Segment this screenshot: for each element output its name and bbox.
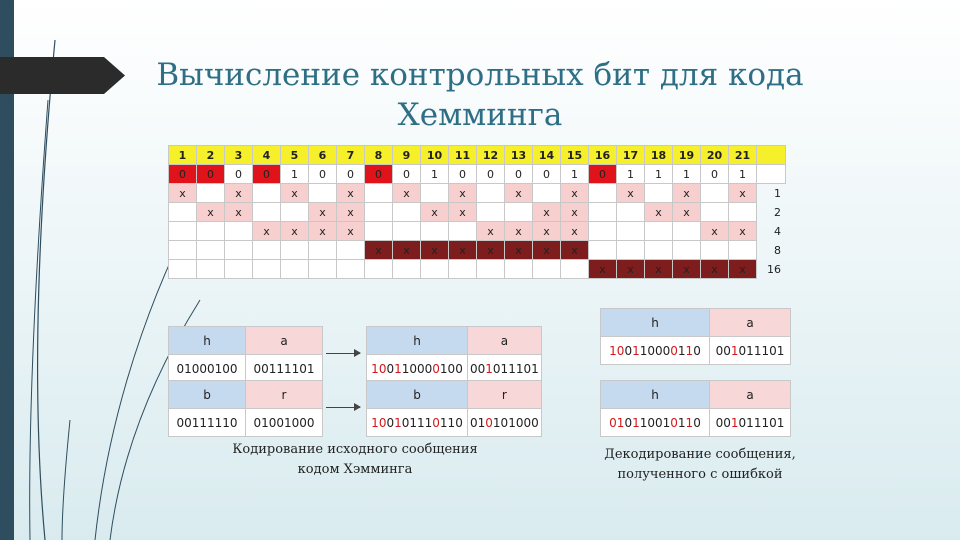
grid-bit-cell: 0 xyxy=(589,165,617,184)
bit-segment: 011101 xyxy=(738,343,785,358)
table-value-row xyxy=(601,337,791,365)
grid-parity-cell xyxy=(421,222,449,241)
grid-parity-cell: x xyxy=(729,184,757,203)
bit-segment: 00 xyxy=(715,343,731,358)
value-left xyxy=(367,355,468,383)
value-right xyxy=(468,409,542,437)
grid-parity-cell xyxy=(337,260,365,279)
bit-segment: 0 xyxy=(616,343,625,358)
bit-segment: 110 xyxy=(439,415,463,430)
grid-empty-cell xyxy=(757,165,786,184)
grid-parity-cell xyxy=(701,184,729,203)
grid-parity-label: 16 xyxy=(767,262,781,276)
grid-parity-label: 4 xyxy=(774,224,781,238)
grid-parity-cell xyxy=(365,203,393,222)
grid-parity-cell: x xyxy=(561,222,589,241)
grid-empty-cell xyxy=(757,146,786,165)
value-left xyxy=(601,409,710,437)
bit-segment: 0 xyxy=(670,343,678,358)
grid-parity-cell xyxy=(449,260,477,279)
grid-parity-cell xyxy=(393,222,421,241)
grid-bit-cell: 0 xyxy=(533,165,561,184)
encode-source-b-r-table xyxy=(168,380,323,437)
bit-segment: 0 xyxy=(624,415,633,430)
grid-parity-label: 8 xyxy=(774,243,781,257)
title-arrow-tab xyxy=(0,57,125,94)
grid-bit-cell: 0 xyxy=(505,165,533,184)
bit-segment: 1 xyxy=(730,415,739,430)
grid-position-cell: 9 xyxy=(393,146,421,165)
header-left: b xyxy=(169,381,246,409)
table-header-row xyxy=(169,327,323,355)
grid-parity-cell xyxy=(253,184,281,203)
bit-segment: 1 xyxy=(632,415,640,430)
grid-position-cell: 11 xyxy=(449,146,477,165)
header-right: a xyxy=(246,327,323,355)
decode-caption xyxy=(580,445,820,485)
grid-parity-cell xyxy=(337,241,365,260)
grid-parity-cell xyxy=(225,260,253,279)
grid-bit-cell: 0 xyxy=(197,165,225,184)
header-left: b xyxy=(367,381,468,409)
grid-parity-cell xyxy=(561,260,589,279)
grid-parity-cell xyxy=(393,203,421,222)
grid-parity-label: 1 xyxy=(774,186,781,200)
bit-segment: 1 xyxy=(685,415,694,430)
grid-bit-cell: 0 xyxy=(701,165,729,184)
grid-parity-cell: x xyxy=(505,222,533,241)
bit-segment: 1 xyxy=(394,415,402,430)
grid-parity-cell xyxy=(365,222,393,241)
grid-parity-cell xyxy=(701,203,729,222)
grid-parity-cell xyxy=(477,260,505,279)
encode-arrow-top xyxy=(326,353,360,354)
grid-parity-cell xyxy=(253,241,281,260)
grid-header-row xyxy=(169,146,786,165)
header-right: a xyxy=(710,381,791,409)
table-value-row xyxy=(367,355,542,383)
grid-position-cell: 7 xyxy=(337,146,365,165)
grid-parity-cell: x xyxy=(281,184,309,203)
grid-parity-row xyxy=(169,222,786,241)
grid-parity-cell: x xyxy=(505,241,533,260)
bit-segment: 1 xyxy=(685,343,694,358)
grid-parity-cell: x xyxy=(225,203,253,222)
grid-parity-cell xyxy=(421,260,449,279)
grid-parity-cell xyxy=(197,241,225,260)
grid-position-cell: 4 xyxy=(253,146,281,165)
header-right: a xyxy=(710,309,791,337)
grid-parity-cell xyxy=(393,260,421,279)
grid-bit-cell: 0 xyxy=(365,165,393,184)
grid-parity-cell xyxy=(729,241,757,260)
grid-parity-cell xyxy=(309,184,337,203)
grid-position-cell: 6 xyxy=(309,146,337,165)
bit-segment: 0 xyxy=(609,415,617,430)
grid-parity-cell: x xyxy=(477,222,505,241)
grid-parity-cell xyxy=(253,203,281,222)
grid-position-cell: 17 xyxy=(617,146,645,165)
grid-bits-row xyxy=(169,165,786,184)
grid-parity-cell: x xyxy=(673,184,701,203)
bit-segment: 0 xyxy=(624,343,633,358)
grid-parity-cell xyxy=(477,184,505,203)
grid-parity-cell xyxy=(197,222,225,241)
bit-segment: 0 xyxy=(432,415,440,430)
bit-segment: 1 xyxy=(616,415,625,430)
bit-segment: 1 xyxy=(632,343,640,358)
grid-parity-cell xyxy=(225,222,253,241)
header-right: r xyxy=(468,381,542,409)
grid-parity-cell xyxy=(701,241,729,260)
grid-parity-cell: x xyxy=(505,184,533,203)
table-value-row xyxy=(601,409,791,437)
title-line-1: Вычисление контрольных бит для кода xyxy=(156,57,804,93)
slide-title xyxy=(150,55,810,135)
grid-bit-cell: 0 xyxy=(309,165,337,184)
encode-result-h-a-table xyxy=(366,326,542,383)
bit-segment: 0 xyxy=(386,361,395,376)
grid-parity-cell xyxy=(617,222,645,241)
grid-parity-cell: x xyxy=(533,203,561,222)
table-header-row xyxy=(367,381,542,409)
bit-segment: 1001 xyxy=(639,415,671,430)
grid-parity-cell xyxy=(645,222,673,241)
grid-parity-cell: x xyxy=(225,184,253,203)
grid-position-cell: 2 xyxy=(197,146,225,165)
grid-bit-cell: 1 xyxy=(617,165,645,184)
grid-parity-cell: x xyxy=(477,241,505,260)
grid-bit-cell: 1 xyxy=(645,165,673,184)
decode-caption-line-1: Декодирование сообщения, xyxy=(604,447,796,462)
grid-parity-cell xyxy=(281,203,309,222)
grid-position-cell: 19 xyxy=(673,146,701,165)
grid-parity-cell xyxy=(477,203,505,222)
hamming-bit-table xyxy=(168,145,786,279)
encode-arrow-bottom xyxy=(326,407,360,408)
grid-parity-cell: x xyxy=(449,203,477,222)
grid-parity-cell xyxy=(589,184,617,203)
bit-segment: 011101 xyxy=(738,415,785,430)
grid-parity-label: 2 xyxy=(774,205,781,219)
grid-bit-cell: 1 xyxy=(281,165,309,184)
bit-segment: 0 xyxy=(378,361,387,376)
grid-position-cell: 18 xyxy=(645,146,673,165)
grid-parity-cell xyxy=(169,241,197,260)
grid-parity-cell xyxy=(589,241,617,260)
grid-parity-cell xyxy=(169,203,197,222)
bit-segment: 00 xyxy=(470,361,486,376)
grid-parity-cell xyxy=(225,241,253,260)
value-left xyxy=(367,409,468,437)
grid-position-cell: 13 xyxy=(505,146,533,165)
grid-parity-cell xyxy=(197,260,225,279)
grid-bit-cell: 0 xyxy=(477,165,505,184)
grid-position-cell: 15 xyxy=(561,146,589,165)
grid-parity-cell: x xyxy=(533,241,561,260)
grid-parity-cell: x xyxy=(365,241,393,260)
grid-parity-cell xyxy=(645,241,673,260)
header-left: h xyxy=(601,381,710,409)
grid-parity-cell: x xyxy=(309,222,337,241)
grid-parity-cell: x xyxy=(645,203,673,222)
grid-parity-cell xyxy=(365,184,393,203)
encode-result-b-r-table xyxy=(366,380,542,437)
grid-parity-cell: x xyxy=(729,260,757,279)
grid-parity-cell: x xyxy=(617,184,645,203)
table-value-row xyxy=(169,355,323,383)
encode-caption-line-1: Кодирование исходного сообщения xyxy=(232,442,478,457)
grid-parity-cell xyxy=(449,222,477,241)
header-left: h xyxy=(367,327,468,355)
value-right xyxy=(710,409,791,437)
grid-parity-cell xyxy=(197,184,225,203)
bit-segment: 1000 xyxy=(401,361,433,376)
bit-segment: 1 xyxy=(677,415,686,430)
grid-parity-cell: x xyxy=(701,222,729,241)
grid-parity-cell xyxy=(589,222,617,241)
bit-segment: 1 xyxy=(394,361,402,376)
grid-bit-cell: 0 xyxy=(337,165,365,184)
grid-parity-cell: x xyxy=(729,222,757,241)
grid-parity-cell xyxy=(589,203,617,222)
grid-parity-cell: x xyxy=(169,184,197,203)
value-left: 01000100 xyxy=(169,355,246,383)
bit-segment: 01 xyxy=(470,415,486,430)
header-right: a xyxy=(468,327,542,355)
grid-parity-cell: x xyxy=(561,241,589,260)
grid-parity-row xyxy=(169,184,786,203)
grid-position-cell: 5 xyxy=(281,146,309,165)
grid-parity-cell: x xyxy=(617,260,645,279)
grid-parity-cell: x xyxy=(701,260,729,279)
grid-parity-cell: x xyxy=(393,184,421,203)
value-left xyxy=(601,337,710,365)
header-left: h xyxy=(169,327,246,355)
bit-segment: 1 xyxy=(485,361,493,376)
bit-segment: 1 xyxy=(371,361,379,376)
bit-segment: 1 xyxy=(371,415,379,430)
grid-parity-cell xyxy=(281,260,309,279)
grid-bit-cell: 0 xyxy=(449,165,477,184)
value-left: 00111110 xyxy=(169,409,246,437)
grid-parity-cell xyxy=(253,260,281,279)
grid-parity-cell: x xyxy=(337,203,365,222)
grid-parity-cell: x xyxy=(337,184,365,203)
grid-parity-cell xyxy=(617,241,645,260)
header-left: h xyxy=(601,309,710,337)
bit-segment: 100 xyxy=(439,361,463,376)
grid-parity-cell: x xyxy=(673,260,701,279)
grid-parity-cell xyxy=(505,260,533,279)
grid-parity-cell: x xyxy=(673,203,701,222)
bit-segment: 101000 xyxy=(492,415,539,430)
grid-bit-cell: 1 xyxy=(561,165,589,184)
grid-parity-cell xyxy=(169,222,197,241)
table-header-row xyxy=(601,381,791,409)
grid-parity-row xyxy=(169,203,786,222)
grid-parity-cell: x xyxy=(421,241,449,260)
bit-segment: 011101 xyxy=(492,361,539,376)
grid-parity-cell xyxy=(421,184,449,203)
grid-position-cell: 20 xyxy=(701,146,729,165)
bit-segment: 0 xyxy=(386,415,395,430)
grid-parity-cell xyxy=(729,203,757,222)
value-right xyxy=(468,355,542,383)
grid-parity-cell xyxy=(673,241,701,260)
grid-parity-cell: x xyxy=(281,222,309,241)
grid-parity-cell: x xyxy=(533,222,561,241)
grid-parity-cell: x xyxy=(589,260,617,279)
grid-position-cell: 14 xyxy=(533,146,561,165)
decode-h-a-table-top xyxy=(600,308,791,365)
grid-parity-cell xyxy=(169,260,197,279)
grid-bit-cell: 1 xyxy=(421,165,449,184)
header-right: r xyxy=(246,381,323,409)
bit-segment: 0 xyxy=(670,415,678,430)
grid-bit-cell: 0 xyxy=(225,165,253,184)
grid-bit-cell: 1 xyxy=(673,165,701,184)
grid-parity-cell xyxy=(645,184,673,203)
bit-segment: 0111 xyxy=(401,415,433,430)
table-header-row xyxy=(601,309,791,337)
grid-bit-cell: 0 xyxy=(393,165,421,184)
grid-parity-cell xyxy=(365,260,393,279)
grid-position-cell: 3 xyxy=(225,146,253,165)
bit-segment: 1 xyxy=(609,343,617,358)
grid-parity-cell: x xyxy=(197,203,225,222)
bit-segment: 1 xyxy=(677,343,686,358)
grid-parity-row xyxy=(169,260,786,279)
decode-caption-line-2: полученного с ошибкой xyxy=(617,467,783,482)
table-value-row xyxy=(169,409,323,437)
grid-parity-cell: x xyxy=(337,222,365,241)
encode-source-h-a-table xyxy=(168,326,323,383)
grid-parity-cell: x xyxy=(645,260,673,279)
bit-segment: 0 xyxy=(693,415,701,430)
grid-parity-cell xyxy=(533,260,561,279)
value-right: 01001000 xyxy=(246,409,323,437)
grid-parity-cell: x xyxy=(561,184,589,203)
grid-parity-cell: x xyxy=(309,203,337,222)
decode-h-a-table-bottom xyxy=(600,380,791,437)
grid-parity-cell: x xyxy=(449,184,477,203)
table-header-row xyxy=(169,381,323,409)
grid-position-cell: 16 xyxy=(589,146,617,165)
grid-parity-cell xyxy=(617,203,645,222)
grid-parity-cell: x xyxy=(253,222,281,241)
grid-position-cell: 8 xyxy=(365,146,393,165)
bit-segment: 0 xyxy=(485,415,493,430)
grid-position-cell: 12 xyxy=(477,146,505,165)
grid-position-cell: 10 xyxy=(421,146,449,165)
grid-bit-cell: 1 xyxy=(729,165,757,184)
grid-parity-cell xyxy=(281,241,309,260)
grid-position-cell: 21 xyxy=(729,146,757,165)
grid-position-cell: 1 xyxy=(169,146,197,165)
value-right xyxy=(710,337,791,365)
value-right: 00111101 xyxy=(246,355,323,383)
grid-parity-cell xyxy=(673,222,701,241)
bit-segment: 1 xyxy=(730,343,739,358)
bit-segment: 0 xyxy=(693,343,701,358)
bit-segment: 00 xyxy=(715,415,731,430)
encode-caption-line-2: кодом Хэмминга xyxy=(297,462,413,477)
grid-parity-cell: x xyxy=(449,241,477,260)
grid-parity-cell xyxy=(309,241,337,260)
encode-caption xyxy=(195,440,515,480)
grid-parity-cell xyxy=(533,184,561,203)
grid-parity-cell: x xyxy=(561,203,589,222)
grid-parity-cell: x xyxy=(421,203,449,222)
title-line-2: Хемминга xyxy=(397,97,563,133)
grid-parity-cell xyxy=(505,203,533,222)
grid-bit-cell: 0 xyxy=(253,165,281,184)
grid-parity-cell xyxy=(309,260,337,279)
grid-parity-cell: x xyxy=(393,241,421,260)
bit-segment: 1000 xyxy=(639,343,671,358)
bit-segment: 0 xyxy=(378,415,387,430)
table-header-row xyxy=(367,327,542,355)
table-value-row xyxy=(367,409,542,437)
grid-bit-cell: 0 xyxy=(169,165,197,184)
grid-parity-row xyxy=(169,241,786,260)
bit-segment: 0 xyxy=(432,361,440,376)
